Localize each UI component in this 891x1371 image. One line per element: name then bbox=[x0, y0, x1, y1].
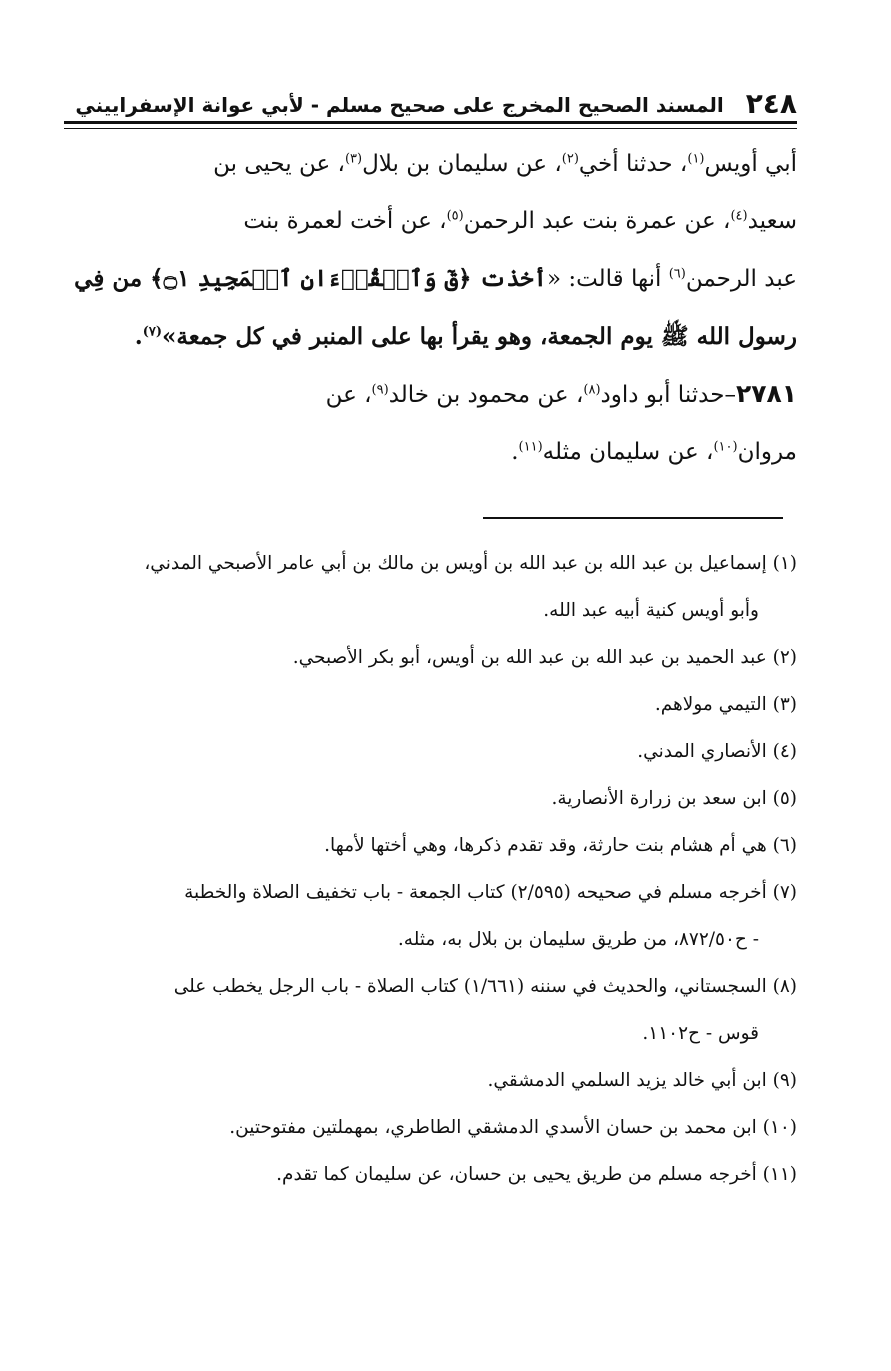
footnote-6: (٦) هي أم هشام بنت حارثة، وقد تقدم ذكرها، وهي أختها لأمها. bbox=[324, 835, 797, 856]
hadith-quote-text: رسول الله ﷺ يوم الجمعة، وهو يقرأ بها على المنبر في كل جمعة bbox=[176, 323, 797, 350]
quote-close: » bbox=[162, 323, 177, 350]
footnote-5: (٥) ابن سعد بن زرارة الأنصارية. bbox=[551, 788, 797, 809]
footnote-ref: (١) bbox=[687, 151, 705, 167]
text-line-4 bbox=[64, 308, 797, 365]
footnotes bbox=[64, 540, 797, 1198]
text-segment: سعيد bbox=[747, 208, 797, 234]
footnote-ref: (١٠) bbox=[713, 439, 738, 455]
footnote-7-cont: - ح٨٧٢/٥٠، من طريق سليمان بن بلال به، مثله. bbox=[397, 929, 759, 950]
header-rule-thick bbox=[64, 121, 797, 124]
footnote-ref: (٣) bbox=[344, 151, 363, 167]
text-segment: ، عن سليمان بن بلال bbox=[362, 151, 562, 177]
hadith-number: ٢٧٨١ bbox=[735, 379, 797, 408]
text-segment: مروان bbox=[737, 439, 797, 465]
footnote-11: (١١) أخرجه مسلم من طريق يحيى بن حسان، عن سليمان كما تقدم. bbox=[276, 1164, 797, 1185]
footnote-ref: (٦) bbox=[668, 266, 686, 282]
footnote-ref: (٤) bbox=[730, 208, 748, 224]
footnote-1-cont: وأبو أويس كنية أبيه عبد الله. bbox=[543, 600, 759, 621]
text-segment: ، حدثنا أخي bbox=[578, 151, 688, 177]
text-segment: –حدثنا أبو داود bbox=[600, 382, 736, 408]
footnote-ref: (١١) bbox=[518, 439, 543, 455]
footnote-10: (١٠) ابن محمد بن حسان الأسدي الدمشقي الطاطري، بمهملتين مفتوحتين. bbox=[229, 1117, 797, 1138]
text-segment: ، عن يحيى بن bbox=[213, 151, 345, 177]
running-title: المسند الصحيح المخرج على صحيح مسلم - لأبي عوانة الإسفراييني bbox=[75, 93, 724, 117]
text-segment: . bbox=[134, 323, 143, 350]
footnote-1: (١) إسماعيل بن عبد الله بن عبد الله بن أويس بن مالك بن أبي عامر الأصبحي المدني، bbox=[144, 553, 797, 574]
text-line-3 bbox=[64, 250, 797, 308]
text-segment: أبي أويس bbox=[704, 151, 797, 177]
text-segment: عبد الرحمن bbox=[685, 266, 797, 292]
footnote-separator bbox=[483, 517, 783, 519]
footnote-ref: (٨) bbox=[583, 382, 601, 398]
hadith-text bbox=[64, 136, 797, 481]
footnote-4: (٤) الأنصاري المدني. bbox=[637, 741, 797, 762]
footnote-8-cont: قوس - ح١١٠٢. bbox=[642, 1023, 759, 1044]
text-line-1 bbox=[64, 136, 797, 193]
text-segment: ، عن bbox=[325, 382, 372, 408]
footnote-ref: (٩) bbox=[371, 382, 389, 398]
text-segment: . bbox=[511, 439, 519, 465]
text-line-6 bbox=[64, 424, 797, 481]
quran-verse: ﴿قٓ وَٱلۡقُرۡءَانِ ٱلۡمَجِيدِ ۝١﴾ bbox=[150, 265, 480, 292]
hadith-quote-start: أخذت bbox=[479, 265, 547, 292]
text-segment: أنها قالت: « bbox=[546, 266, 669, 292]
footnote-3: (٣) التيمي مولاهم. bbox=[654, 694, 797, 715]
text-segment: ، عن محمود بن خالد bbox=[388, 382, 584, 408]
footnote-2: (٢) عبد الحميد بن عبد الله بن عبد الله بن أويس، أبو بكر الأصبحي. bbox=[292, 647, 797, 668]
header-rule-thin bbox=[64, 128, 797, 129]
footnote-8: (٨) السجستاني، والحديث في سننه (١/٦٦١) كتاب الصلاة - باب الرجل يخطب على bbox=[173, 976, 797, 997]
text-segment: ، عن سليمان مثله bbox=[542, 439, 714, 465]
text-line-5 bbox=[64, 365, 797, 424]
text-line-2 bbox=[64, 193, 797, 250]
footnote-ref: (٢) bbox=[561, 151, 579, 167]
hadith-quote-text: من فِي bbox=[74, 265, 151, 292]
text-segment: ، عن أخت لعمرة بنت bbox=[243, 208, 447, 234]
footnote-7: (٧) أخرجه مسلم في صحيحه (٢/٥٩٥) كتاب الجمعة - باب تخفيف الصلاة والخطبة bbox=[184, 882, 797, 903]
footnote-ref: (٥) bbox=[446, 208, 464, 224]
text-segment: ، عن عمرة بنت عبد الرحمن bbox=[463, 208, 731, 234]
footnote-ref: (٧) bbox=[142, 324, 163, 340]
page-number: ٢٤٨ bbox=[745, 87, 797, 120]
footnote-9: (٩) ابن أبي خالد يزيد السلمي الدمشقي. bbox=[487, 1070, 797, 1091]
page-header bbox=[64, 70, 797, 118]
